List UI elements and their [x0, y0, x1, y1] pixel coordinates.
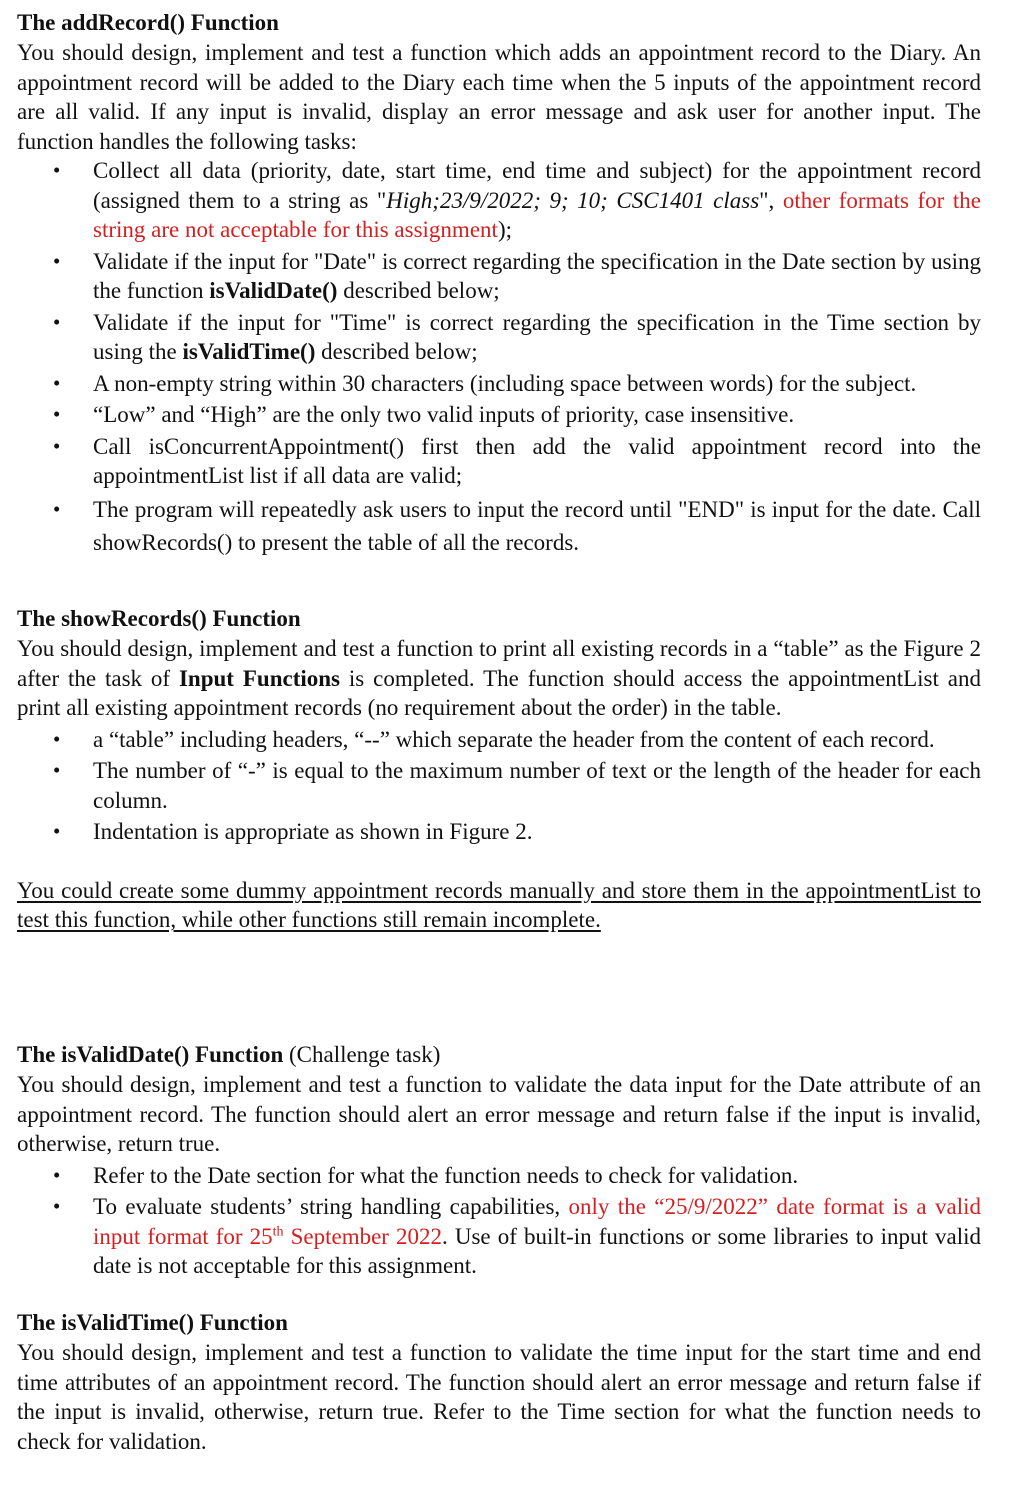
list-item: • The number of “-” is equal to the maximum number of text or the length of the header for each column. [53, 758, 981, 813]
section-add-record [17, 8, 981, 559]
list-item: • A non-empty string within 30 characters (including space between words) for the subject. [17, 369, 981, 399]
date-format-warning: only the “25/9/2022” date format is a valid input format for 25th September 2022 [93, 1194, 982, 1249]
bullet-icon: • [53, 496, 61, 521]
section-intro: You should design, implement and test a function which adds an appointment record to the Diary. An appointment record will be added to the Diary each time when the 5 inputs of the appointment record are all valid. If any input is invalid, display an error message and ask user for another input. The function handles the following tasks: [17, 40, 981, 154]
challenge-note: (Challenge task) [283, 1042, 441, 1067]
bullet-icon: • [53, 758, 61, 782]
list-item: • The program will repeatedly ask users to input the record until "END" is input for the date. Call showRecords() to present the table of all the records. [17, 493, 981, 559]
bullet-icon: • [53, 402, 61, 426]
section-intro: You should design, implement and test a function to validate the data input for the Date attribute of an appointment record. The function should alert an error message and return false if the input is invalid, otherwise, return true. [17, 1072, 981, 1156]
section-title: The isValidTime() Function [17, 1310, 288, 1335]
bullet-icon: • [53, 433, 61, 458]
requirement-list [17, 725, 981, 847]
task-list [17, 156, 981, 559]
list-item: • a “table” including headers, “--” which separate the header from the content of each record. [17, 725, 981, 755]
bullet-icon: • [53, 158, 61, 182]
section-intro: You should design, implement and test a function to validate the time input for the start time and end time attributes of an appointment record. The function should alert an error message and return false if the input is invalid, otherwise, return true. Refer to the Time section for what the function needs to check for validation. [17, 1340, 981, 1454]
section-title: The showRecords() Function [17, 606, 301, 631]
section-intro: You should design, implement and test a function to print all existing records in a “table” as the Figure 2 after the task of Input Functions is completed. The function should access the appointmentList and print all existing appointment records (no requirement about the order) in the table. [17, 636, 981, 720]
section-is-valid-date [17, 1040, 981, 1281]
list-item: • Call isConcurrentAppointment() first then add the valid appointment record into the appointmentList list if all data are valid; [53, 433, 981, 488]
section-title: The addRecord() Function [17, 10, 279, 35]
bullet-icon: • [53, 819, 61, 843]
format-example: High;23/9/2022; 9; 10; CSC1401 class [386, 187, 760, 213]
format-warning: other formats for the string are not acceptable for this assignment [93, 187, 982, 242]
list-item: • Refer to the Date section for what the function needs to check for validation. [17, 1161, 981, 1191]
section-is-valid-time [17, 1308, 981, 1456]
testing-note: You could create some dummy appointment records manually and store them in the appointmentList to test this function, while other functions still remain incomplete. [17, 877, 981, 932]
bullet-icon: • [53, 309, 61, 334]
list-item: • Validate if the input for "Time" is correct regarding the specification in the Time section by using the isValidTime() described below; [53, 309, 981, 364]
requirement-list [17, 1161, 981, 1281]
section-title: The isValidDate() Function (Challenge task) [17, 1042, 441, 1067]
list-item: • Collect all data (priority, date, start time, end time and subject) for the appointment record (assigned them to a string as "High;23/9/2022; 9; 10; CSC1401 class", other formats for the string are not acceptable for this assignment); [53, 158, 982, 242]
bullet-icon: • [53, 726, 61, 751]
section-show-records [17, 604, 981, 935]
list-item: • “Low” and “High” are the only two valid inputs of priority, case insensitive. [17, 400, 981, 430]
bullet-icon: • [53, 1194, 61, 1218]
list-item: • To evaluate students’ string handling capabilities, only the “25/9/2022” date format is a valid input format for 25th September 2022. Use of built-in functions or some libraries to input valid date is not acceptable for this assignment. [53, 1194, 982, 1278]
list-item: • Indentation is appropriate as shown in Figure 2. [17, 817, 981, 847]
bullet-icon: • [53, 370, 61, 395]
list-item: • Validate if the input for "Date" is correct regarding the specification in the Date section by using the function isValidDate() described below; [53, 248, 981, 303]
bullet-icon: • [53, 248, 61, 273]
bullet-icon: • [53, 1162, 61, 1187]
